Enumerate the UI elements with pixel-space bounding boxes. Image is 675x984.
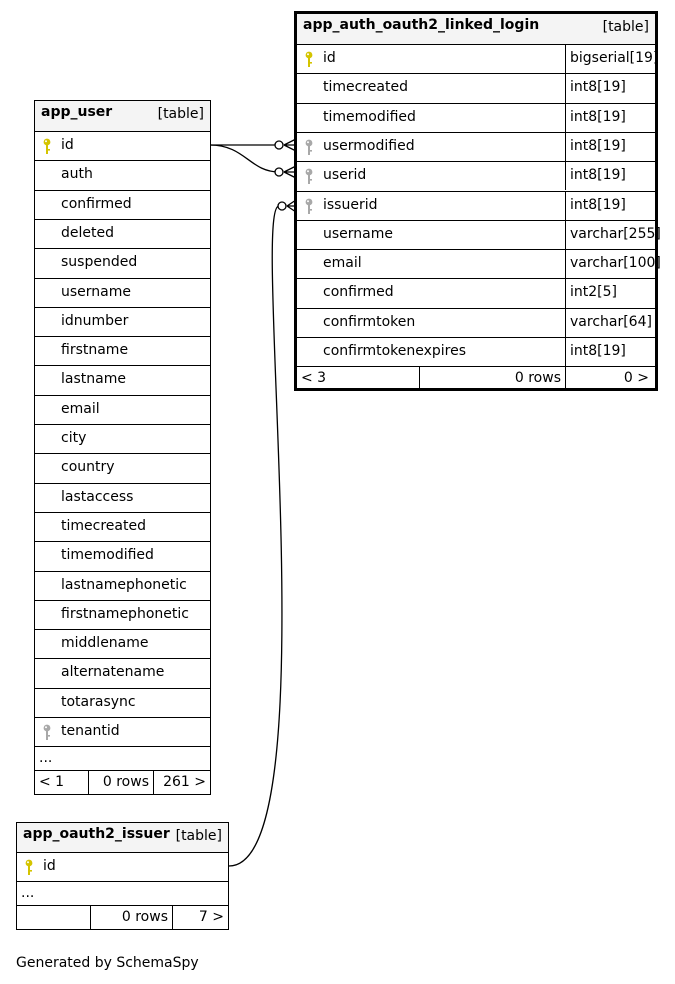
column-row-username[interactable] xyxy=(297,220,661,249)
column-type: int2[5] xyxy=(570,284,617,301)
column-type: int8[19] xyxy=(570,167,626,184)
column-type-cell xyxy=(565,45,659,73)
column-row-lastname[interactable] xyxy=(35,365,210,394)
column-name: alternatename xyxy=(61,664,165,681)
nav-rows xyxy=(88,771,153,795)
table-more-row xyxy=(35,746,210,770)
more-columns-ellipsis: ... xyxy=(21,885,35,901)
column-name: city xyxy=(61,430,87,446)
column-type-cell xyxy=(565,104,655,132)
table-header xyxy=(35,101,210,131)
nav-parents[interactable] xyxy=(17,906,90,930)
column-type-cell xyxy=(565,162,655,190)
column-row-firstnamephonetic[interactable] xyxy=(35,600,210,629)
table-kind: [table] xyxy=(602,19,649,35)
column-row-timemodified[interactable] xyxy=(35,541,210,570)
column-name: confirmed xyxy=(323,284,394,301)
column-name: confirmed xyxy=(61,195,132,212)
table-nav-row xyxy=(17,905,228,930)
column-row-middlename[interactable] xyxy=(35,629,210,658)
column-row-suspended[interactable] xyxy=(35,248,210,277)
column-type: varchar[100] xyxy=(570,255,661,272)
primary-key-icon xyxy=(304,51,314,68)
column-name: firstname xyxy=(61,342,129,359)
column-type: int8[19] xyxy=(570,108,626,125)
table-kind: [table] xyxy=(175,828,222,844)
column-row-timemodified[interactable] xyxy=(297,103,655,132)
column-row-confirmed[interactable] xyxy=(35,190,210,219)
table-header xyxy=(297,14,655,44)
column-type-cell xyxy=(565,279,655,307)
column-name: timemodified xyxy=(323,108,416,125)
column-row-username[interactable] xyxy=(35,278,210,307)
column-name: lastaccess xyxy=(61,488,134,505)
column-row-alternatename[interactable] xyxy=(35,658,210,687)
nav-rows-label: 0 rows xyxy=(514,370,561,386)
table-kind: [table] xyxy=(157,106,204,122)
table-name: app_user xyxy=(41,104,113,120)
column-name: confirmtokenexpires xyxy=(323,343,467,359)
column-row-id[interactable] xyxy=(35,131,210,160)
column-name: id xyxy=(61,137,74,153)
column-row-id[interactable] xyxy=(17,852,228,881)
nav-parents[interactable] xyxy=(297,367,419,391)
column-name: email xyxy=(323,255,362,272)
column-row-auth[interactable] xyxy=(35,160,210,189)
table-nav-row xyxy=(297,366,655,391)
table-app-user[interactable] xyxy=(34,100,211,795)
edge-optional-circle xyxy=(278,202,286,210)
edge-issuer-issuerid xyxy=(229,206,282,866)
column-type-cell xyxy=(565,74,655,102)
column-row-id[interactable] xyxy=(297,44,659,73)
nav-rows-label: 0 rows xyxy=(102,774,149,790)
column-row-deleted[interactable] xyxy=(35,219,210,248)
column-row-email[interactable] xyxy=(35,395,210,424)
more-columns-ellipsis: ... xyxy=(39,750,53,766)
column-name: deleted xyxy=(61,224,114,241)
generated-by-footer: Generated by SchemaSpy xyxy=(16,955,199,971)
column-type-cell xyxy=(565,338,655,366)
column-row-country[interactable] xyxy=(35,453,210,482)
primary-key-icon xyxy=(42,138,52,155)
column-type: int8[19] xyxy=(570,79,626,96)
table-name: app_auth_oauth2_linked_login xyxy=(303,17,540,33)
column-type: varchar[64] xyxy=(570,313,652,330)
column-type-cell xyxy=(565,250,661,278)
column-row-timecreated[interactable] xyxy=(297,73,655,102)
column-row-usermodified[interactable] xyxy=(297,132,655,161)
column-type-cell xyxy=(565,221,661,249)
column-name: timemodified xyxy=(61,547,154,564)
column-row-firstname[interactable] xyxy=(35,336,210,365)
edge-optional-circle xyxy=(275,141,283,149)
column-name: timecreated xyxy=(61,517,146,534)
column-row-totarasync[interactable] xyxy=(35,688,210,717)
nav-parents[interactable] xyxy=(35,771,88,795)
column-name: lastname xyxy=(61,371,126,388)
column-name: idnumber xyxy=(61,312,129,329)
nav-rows xyxy=(419,367,565,391)
column-name: auth xyxy=(61,166,93,183)
column-name: usermodified xyxy=(323,137,415,154)
primary-key-icon xyxy=(24,859,34,876)
column-name: country xyxy=(61,459,115,476)
column-type: varchar[255] xyxy=(570,225,661,242)
column-name: id xyxy=(43,858,56,874)
column-name: username xyxy=(323,225,393,242)
column-type-cell xyxy=(565,133,655,161)
column-name: id xyxy=(323,50,336,66)
table-app-auth-oauth2-linked-login[interactable] xyxy=(294,11,661,391)
column-name: tenantid xyxy=(61,723,120,739)
column-row-lastaccess[interactable] xyxy=(35,483,210,512)
table-header xyxy=(17,823,228,852)
column-name: firstnamephonetic xyxy=(61,605,189,622)
column-row-city[interactable] xyxy=(35,424,210,453)
column-type-cell xyxy=(565,192,655,220)
nav-children-label: 0 > xyxy=(623,370,649,386)
edge-optional-circle xyxy=(275,168,283,176)
nav-rows-label: 0 rows xyxy=(121,909,168,925)
foreign-key-icon xyxy=(304,198,314,215)
foreign-key-icon xyxy=(42,724,52,741)
nav-children[interactable] xyxy=(565,367,655,391)
table-app-oauth2-issuer[interactable] xyxy=(16,822,229,930)
column-name: suspended xyxy=(61,254,138,271)
nav-children-label: 7 > xyxy=(198,909,224,925)
column-name: email xyxy=(61,400,100,417)
column-type: bigserial[19] xyxy=(570,50,659,66)
column-type-cell xyxy=(565,309,655,337)
column-type: int8[19] xyxy=(570,196,626,213)
foreign-key-icon xyxy=(304,168,314,185)
nav-rows xyxy=(90,906,172,930)
table-more-row xyxy=(17,881,228,905)
column-name: lastnamephonetic xyxy=(61,576,187,593)
column-row-confirmtokenexpires[interactable] xyxy=(297,337,655,366)
column-row-userid[interactable] xyxy=(297,161,655,190)
column-row-confirmed[interactable] xyxy=(297,278,655,307)
column-name: middlename xyxy=(61,635,149,652)
column-type: int8[19] xyxy=(570,343,626,359)
column-row-issuerid[interactable] xyxy=(297,191,655,220)
column-row-lastnamephonetic[interactable] xyxy=(35,571,210,600)
nav-children[interactable] xyxy=(172,906,228,930)
column-name: totarasync xyxy=(61,693,136,710)
nav-children-label: 261 > xyxy=(163,774,206,790)
edge-user-userid xyxy=(210,145,279,172)
nav-parents-label: < 3 xyxy=(301,370,327,386)
column-row-confirmtoken[interactable] xyxy=(297,308,655,337)
table-nav-row xyxy=(35,770,210,795)
column-name: userid xyxy=(323,167,367,184)
nav-parents-label: < 1 xyxy=(39,774,65,790)
column-type: int8[19] xyxy=(570,137,626,154)
column-name: issuerid xyxy=(323,196,378,213)
column-name: confirmtoken xyxy=(323,313,416,330)
column-row-tenantid[interactable] xyxy=(35,717,210,746)
foreign-key-icon xyxy=(304,139,314,156)
column-name: username xyxy=(61,283,131,300)
nav-children[interactable] xyxy=(153,771,210,795)
column-row-idnumber[interactable] xyxy=(35,307,210,336)
column-name: timecreated xyxy=(323,79,408,96)
table-name: app_oauth2_issuer xyxy=(23,826,170,842)
column-row-email[interactable] xyxy=(297,249,661,278)
column-row-timecreated[interactable] xyxy=(35,512,210,541)
